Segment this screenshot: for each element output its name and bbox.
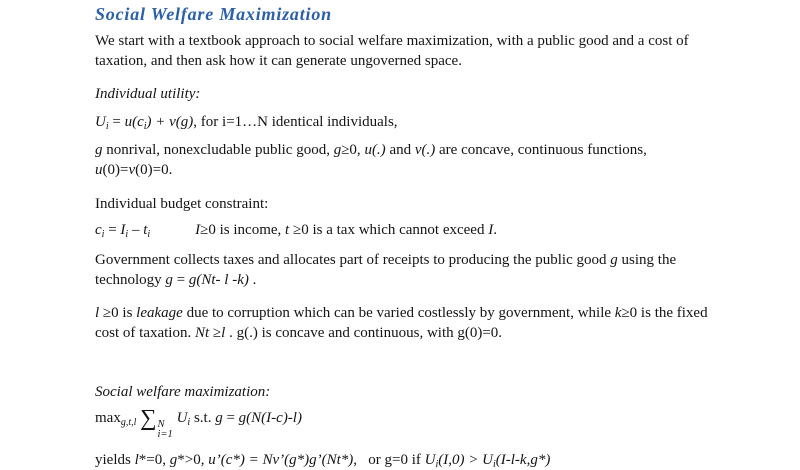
budget-constraint-heading: Individual budget constraint: <box>95 196 269 212</box>
leakage-paragraph: l ≥0 is leakage due to corruption which can be varied costlessly by government, while k≥0 is the fixed cost of taxation. Nt ≥l . g(.) is concave and continuous, with g(0)=0. <box>95 305 708 341</box>
page-title: Social Welfare Maximization <box>95 4 332 24</box>
utility-formula: $U_i = u(c_i) + v(g)$, for i=1…N identical individuals, <box>95 114 398 132</box>
public-good-description: g nonrival, nonexcludable public good, g≥0, u(.) and v(.) are concave, continuous functions, u(0)=v(0)=0. <box>95 142 647 178</box>
intro-paragraph: We start with a textbook approach to social welfare maximization, with a public good and a cost of taxation, and then ask how it can generate ungoverned space. <box>95 33 689 69</box>
maximization-formula: $\max_{g,t,l}$ ∑ N i=1 $U_i$ s.t. g = g(N(I-c)-l) <box>95 405 302 440</box>
government-technology-paragraph: Government collects taxes and allocates part of receipts to producing the public good g using the technology g = g(Nt- l -k) . <box>95 252 677 288</box>
individual-utility-heading: Individual utility: <box>95 86 201 102</box>
social-welfare-maximization-heading: Social welfare maximization: <box>95 384 271 400</box>
budget-constraint-formula: $c_i = I_i - t_i$ I≥0 is income, t ≥0 is a tax which cannot exceed I. <box>95 222 497 240</box>
yields-condition-line: yields l*=0, g*>0, u’(c*) = Nv’(g*)g’(Nt*), or g=0 if $U_i(I,0) > U_i(I-l-k,g*)$ <box>95 452 551 470</box>
